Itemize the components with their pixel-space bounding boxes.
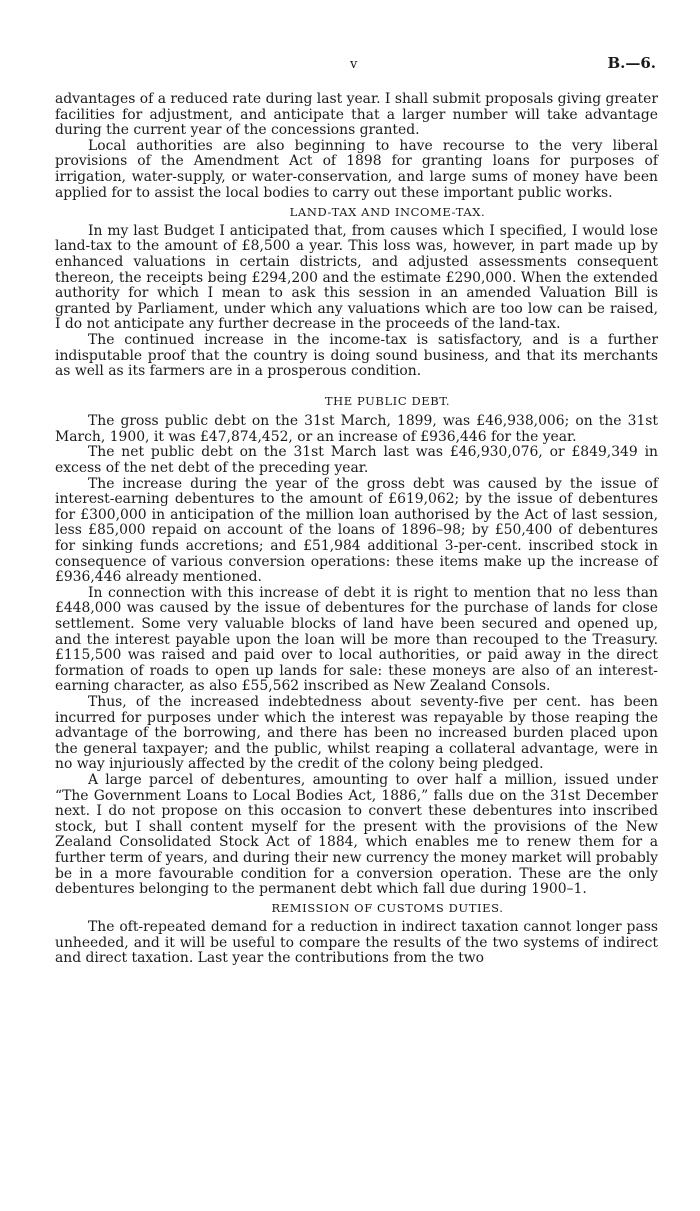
section-heading-customs-duties: REMISSION OF CUSTOMS DUTIES. [271, 900, 504, 915]
paragraph: Local authorities are also beginning to have recourse to the very liberal provisions of the Amendment Act of 1898 for granting loans for purposes of irrigation, water-supply, or water-conservation, and large sums of money have been applied for to assist the local bodies to carry out these important public works. [55, 137, 658, 201]
paragraph: The net public debt on the 31st March last was £46,930,076, or £849,349 in excess of the net debt of the preceding year. [55, 444, 658, 477]
paragraph: advantages of a reduced rate during last year. I shall submit proposals giving greater facilities for adjustment, and anticipate that a larger number will take advantage during the current year of the concessions granted. [55, 91, 658, 139]
paragraph: The continued increase in the income-tax is satisfactory, and is a further indisputable proof that the country is doing sound business, and that its merchants as well as its farmers are in a prosperous condition. [55, 331, 658, 380]
page-number: v [350, 57, 358, 72]
paragraph: In connection with this increase of debt it is right to mention that no less than £448,000 was caused by the issue of debentures for the purchase of lands for close settlement. Some very valuable blocks of land have been secured and opened up, and the interest payable upon the loan will be more than recouped to the Treasury. £115,500 was raised and paid over to local authorities, or paid away in the direct formation of roads to open up lands for sale: these moneys are also of an interest-earning character, as also £55,562 inscribed as New Zealand Consols. [55, 584, 658, 695]
section-heading-land-tax: LAND-TAX AND INCOME-TAX. [289, 205, 486, 220]
paragraph: In my last Budget I anticipated that, from causes which I specified, I would lose land-tax to the amount of £8,500 a year. This loss was, however, in part made up by enhanced valuations in certain districts, and adjusted assessments consequent thereon, the receipts being £294,200 and the estimate £290,000. When the extended authority for which I mean to ask this session in an amended Valuation Bill is granted by Parliament, under which any valuations which are too low can be raised, I do not anticipate any further decrease in the proceeds of the land-tax. [55, 222, 658, 333]
paragraph: The oft-repeated demand for a reduction in indirect taxation cannot longer pass unheeded, and it will be useful to compare the results of the two systems of indirect and direct taxation. Last year the contributions from the two [55, 919, 658, 967]
paragraph: The gross public debt on the 31st March, 1899, was £46,938,006; on the 31st March, 1900, it was £47,874,452, or an increase of £936,446 for the year. [55, 413, 658, 445]
paragraph: The increase during the year of the gross debt was caused by the issue of interest-earning debentures to the amount of £619,062; by the issue of debentures for £300,000 in anticipation of the million loan authorised by the Act of last session, less £85,000 repaid on account of the loans of 1896–98; by £50,400 of debentures for sinking funds accretions; and £51,984 additional 3-per-cent. inscribed stock in consequence of various conversion operations: these items make up the increase of £936,446 already mentioned. [55, 475, 658, 586]
paragraph: A large parcel of debentures, amounting to over half a million, issued under “The Government Loans to Local Bodies Act, 1886,” falls due on the 31st December next. I do not propose on this occasion to convert these debentures into inscribed stock, but I shall content myself for the present with the provisions of the New Zealand Consolidated Stock Act of 1884, which enables me to renew them for a further term of years, and during their new currency the money market will probably be in a more favourable condition for a conversion operation. These are the only debentures belonging to the permanent debt which fall due during 1900–1. [55, 771, 658, 898]
document-body [55, 92, 658, 967]
section-heading-public-debt: THE PUBLIC DEBT. [324, 393, 451, 408]
document-reference: B.—6. [607, 54, 656, 72]
paragraph: Thus, of the increased indebtedness about seventy-five per cent. has been incurred for purposes under which the interest was repayable by those reaping the advantage of the borrowing, and there has been no increased burden placed upon the general taxpayer; and the public, whilst reaping a collateral advantage, were in no way injuriously affected by the credit of the colony being pledged. [55, 693, 658, 773]
